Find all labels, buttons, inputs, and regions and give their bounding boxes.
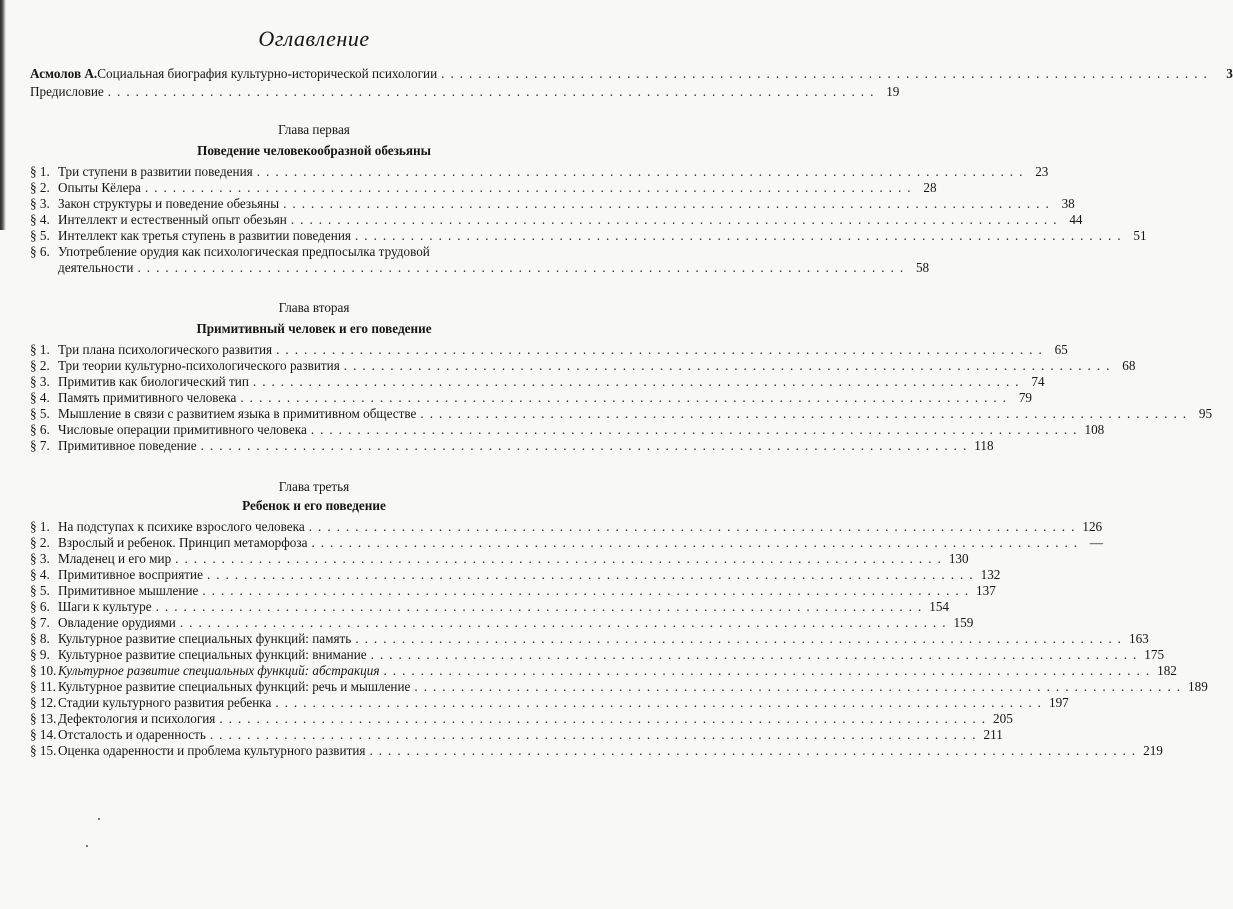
entry-title: Опыты Кёлера xyxy=(58,180,141,195)
entry-page: 211 xyxy=(983,727,1003,742)
entry-page: 28 xyxy=(923,180,937,195)
entry-title: На подступах к психике взрослого человека xyxy=(58,519,305,534)
entry-page: 126 xyxy=(1082,519,1103,534)
leader-dots: ................................................................................... xyxy=(311,535,1084,550)
section-number: § 3. xyxy=(30,551,50,566)
toc-entry[interactable] xyxy=(30,535,1104,551)
section-number: § 4. xyxy=(30,212,50,227)
section-number: § 6. xyxy=(30,244,50,259)
entry-title: Овладение орудиями xyxy=(58,615,176,630)
leader-dots: ................................................................................... xyxy=(175,551,947,566)
section-number: § 6. xyxy=(30,599,50,614)
entry-title: Культурное развитие специальных функций: абстракция xyxy=(58,663,380,678)
toc-entry[interactable] xyxy=(30,519,1103,535)
entry-title: Отсталость и одаренность xyxy=(58,727,206,742)
entry-page: 154 xyxy=(929,599,950,614)
entry-page: 108 xyxy=(1084,422,1105,437)
toc-entry[interactable] xyxy=(30,631,1149,647)
entry-page: 205 xyxy=(993,711,1013,726)
entry-title: Закон структуры и поведение обезьяны xyxy=(58,196,280,211)
leader-dots: ................................................................................... xyxy=(310,422,1083,437)
leader-dots: ................................................................................... xyxy=(283,196,1055,211)
toc-entry[interactable] xyxy=(30,244,598,260)
entry-page: 118 xyxy=(974,438,994,453)
entry-page: 130 xyxy=(948,551,969,566)
entry-title: Употребление орудия как психологическая предпосылка трудовой xyxy=(58,244,430,259)
section-number: § 4. xyxy=(30,390,50,405)
toc-entry-asmolov[interactable] xyxy=(30,66,1233,82)
entry-title: Примитив как биологический тип xyxy=(58,374,249,389)
section-number: § 3. xyxy=(30,196,50,211)
leader-dots: ................................................................................... xyxy=(369,743,1142,758)
paper-speck xyxy=(98,818,100,820)
leader-dots: ................................................................................... xyxy=(276,342,1048,357)
entry-title: Примитивное восприятие xyxy=(58,567,203,582)
leader-dots: ................................................................................... xyxy=(275,695,1047,710)
toc-entry[interactable] xyxy=(30,679,1208,695)
chapter-3-heading: Глава третья xyxy=(278,479,350,494)
leader-dots: ................................................................................... xyxy=(240,390,1013,405)
entry-page: — xyxy=(1089,535,1104,550)
leader-dots: ................................................................................... xyxy=(200,438,973,453)
entry-page: 23 xyxy=(1035,164,1049,179)
binding-edge-shadow xyxy=(0,0,6,230)
entry-title: Память примитивного человека xyxy=(58,390,237,405)
section-number: § 7. xyxy=(30,438,50,453)
paper-speck xyxy=(86,845,88,847)
chapter-3-title: Ребенок и его поведение xyxy=(242,498,386,513)
toc-entry-preface[interactable] xyxy=(30,84,900,100)
toc-entry[interactable] xyxy=(30,212,1083,228)
entry-page: 132 xyxy=(980,567,1001,582)
entry-title: Три ступени в развитии поведения xyxy=(58,164,253,179)
toc-entry[interactable] xyxy=(30,711,1013,727)
toc-entry[interactable] xyxy=(30,196,1075,212)
toc-entry[interactable] xyxy=(30,567,1001,583)
section-number: § 13. xyxy=(30,711,57,726)
leader-dots: ................................................................................... xyxy=(383,663,1156,678)
entry-page: 65 xyxy=(1054,342,1068,357)
leader-dots: ................................................................................... xyxy=(206,567,979,582)
section-number: § 3. xyxy=(30,374,50,389)
entry-title: Шаги к культуре xyxy=(58,599,152,614)
toc-entry[interactable] xyxy=(30,228,1147,244)
toc-entry[interactable] xyxy=(30,743,1163,759)
toc-entry[interactable] xyxy=(30,438,994,454)
entry-page: 189 xyxy=(1188,679,1208,694)
entry-title: Три теории культурно-психологического развития xyxy=(58,358,340,373)
toc-entry[interactable] xyxy=(30,583,996,599)
toc-entry-continuation[interactable] xyxy=(30,260,930,276)
entry-page: 44 xyxy=(1069,212,1083,227)
entry-author: Асмолов А. xyxy=(30,66,98,81)
leader-dots: ................................................................................... xyxy=(155,599,928,614)
entry-title: Социальная биография культурно-исторической психологии xyxy=(97,66,438,81)
leader-dots: ................................................................................... xyxy=(219,711,991,726)
chapter-2-title: Примитивный человек и его поведение xyxy=(196,321,432,336)
section-number: § 12. xyxy=(30,695,57,710)
entry-title: Дефектология и психология xyxy=(58,711,216,726)
section-number: § 1. xyxy=(30,519,50,534)
section-number: § 14. xyxy=(30,727,57,742)
leader-dots: ................................................................................... xyxy=(441,66,1213,81)
entry-title: деятельности xyxy=(58,260,134,275)
leader-dots: ................................................................................... xyxy=(414,679,1187,694)
entry-title: Числовые операции примитивного человека xyxy=(58,422,307,437)
leader-dots: ................................................................................... xyxy=(202,583,974,598)
entry-title: Три плана психологического развития xyxy=(58,342,273,357)
section-number: § 5. xyxy=(30,583,50,598)
section-number: § 6. xyxy=(30,422,50,437)
section-number: § 2. xyxy=(30,180,50,195)
entry-title: Предисловие xyxy=(30,84,104,99)
entry-page: 38 xyxy=(1061,196,1075,211)
section-number: § 5. xyxy=(30,406,50,421)
leader-dots: ................................................................................... xyxy=(370,647,1143,662)
section-number: § 7. xyxy=(30,615,50,630)
section-number: § 9. xyxy=(30,647,50,662)
entry-page: 79 xyxy=(1018,390,1033,405)
chapter-1-heading: Глава первая xyxy=(278,122,350,137)
leader-dots: ................................................................................... xyxy=(256,164,1029,179)
leader-dots: ................................................................................... xyxy=(354,228,1127,243)
entry-page: 68 xyxy=(1122,358,1136,373)
leader-dots: ................................................................................... xyxy=(308,519,1081,534)
entry-page: 137 xyxy=(976,583,996,598)
section-number: § 10. xyxy=(30,663,57,678)
toc-entry[interactable] xyxy=(30,180,937,196)
entry-page: 58 xyxy=(915,260,930,275)
toc-entry[interactable] xyxy=(30,374,1045,390)
entry-page: 159 xyxy=(953,615,974,630)
entry-page: 74 xyxy=(1031,374,1045,389)
leader-dots: ................................................................................... xyxy=(343,358,1116,373)
leader-dots: ................................................................................... xyxy=(209,727,982,742)
toc-entry[interactable] xyxy=(30,164,1049,180)
entry-title: Культурное развитие специальных функций: память xyxy=(58,631,352,646)
entry-title: Интеллект как третья ступень в развитии поведения xyxy=(58,228,351,243)
section-number: § 1. xyxy=(30,164,50,179)
leader-dots: ................................................................................... xyxy=(137,260,910,275)
toc-entry[interactable] xyxy=(30,647,1165,663)
toc-entry[interactable] xyxy=(30,358,1136,374)
entry-title: Оценка одаренности и проблема культурного развития xyxy=(58,743,366,758)
entry-title: Примитивное поведение xyxy=(58,438,197,453)
leader-dots: ................................................................................... xyxy=(355,631,1127,646)
toc-entry[interactable] xyxy=(30,342,1068,358)
toc-entry[interactable] xyxy=(30,422,1105,438)
entry-title: Мышление в связи с развитием языка в примитивном обществе xyxy=(58,406,417,421)
section-number: § 5. xyxy=(30,228,50,243)
section-number: § 1. xyxy=(30,342,50,357)
toc-entry[interactable] xyxy=(30,551,969,567)
toc-entry[interactable] xyxy=(30,615,974,631)
chapter-1-title: Поведение человекообразной обезьяны xyxy=(197,143,431,158)
section-number: § 11. xyxy=(30,679,56,694)
page-title: Оглавление xyxy=(258,26,370,51)
leader-dots: ................................................................................... xyxy=(290,212,1063,227)
chapter-2-heading: Глава вторая xyxy=(278,300,350,315)
section-number: § 8. xyxy=(30,631,50,646)
section-number: § 2. xyxy=(30,535,50,550)
section-number: § 2. xyxy=(30,358,50,373)
entry-page: 19 xyxy=(886,84,900,99)
leader-dots: ................................................................................... xyxy=(252,374,1025,389)
entry-title: Интеллект и естественный опыт обезьян xyxy=(58,212,287,227)
entry-page: 95 xyxy=(1198,406,1213,421)
entry-title: Взрослый и ребенок. Принцип метаморфоза xyxy=(58,535,308,550)
entry-title: Примитивное мышление xyxy=(58,583,199,598)
section-number: § 15. xyxy=(30,743,57,758)
section-number: § 4. xyxy=(30,567,50,582)
leader-dots: ................................................................................... xyxy=(144,180,917,195)
entry-title: Стадии культурного развития ребенка xyxy=(58,695,272,710)
toc-entry[interactable] xyxy=(30,599,950,615)
toc-entry[interactable] xyxy=(30,390,1033,406)
entry-page: 3 xyxy=(1226,66,1233,81)
entry-page: 175 xyxy=(1144,647,1165,662)
leader-dots: ................................................................................... xyxy=(179,615,952,630)
entry-page: 219 xyxy=(1143,743,1163,758)
toc-entry[interactable] xyxy=(30,406,1213,422)
entry-page: 197 xyxy=(1048,695,1069,710)
entry-title: Младенец и его мир xyxy=(58,551,172,566)
leader-dots: ................................................................................... xyxy=(107,84,880,99)
toc-entry[interactable] xyxy=(30,695,1069,711)
leader-dots: ................................................................................... xyxy=(420,406,1193,421)
entry-title: Культурное развитие специальных функций: внимание xyxy=(58,647,367,662)
toc-entry[interactable] xyxy=(30,727,1003,743)
entry-page: 182 xyxy=(1157,663,1177,678)
toc-entry[interactable] xyxy=(30,663,1177,679)
entry-title: Культурное развитие специальных функций: речь и мышление xyxy=(58,679,411,694)
entry-page: 163 xyxy=(1128,631,1149,646)
entry-page: 51 xyxy=(1133,228,1147,243)
